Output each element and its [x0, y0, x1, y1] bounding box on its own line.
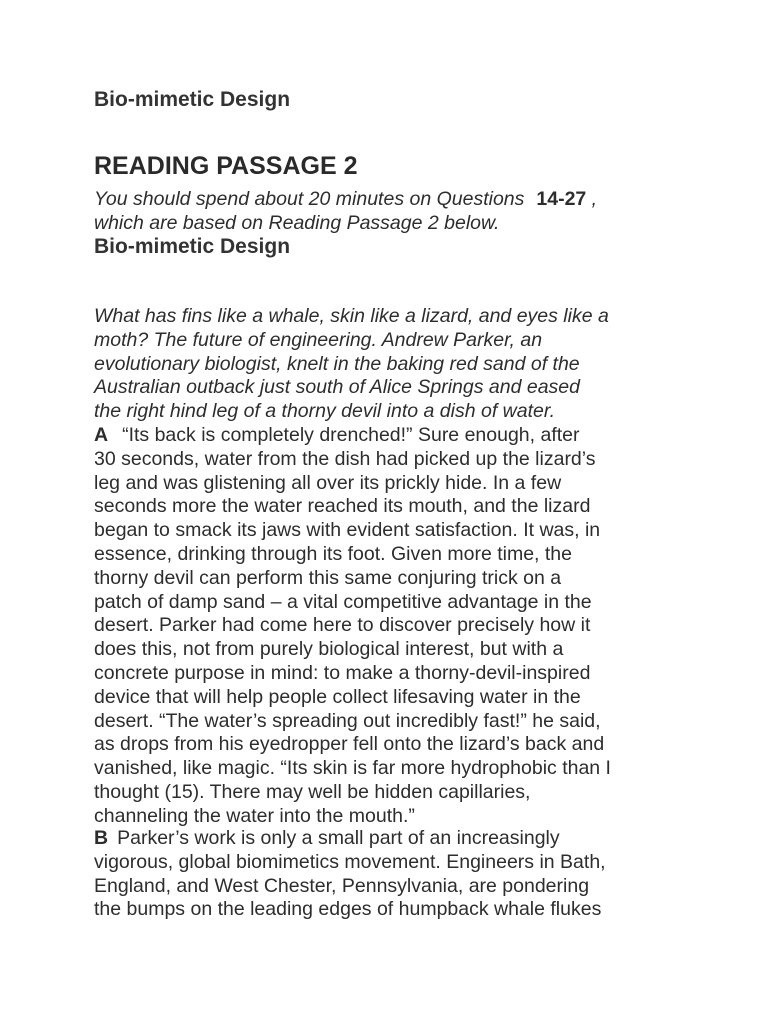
intro-line: evolutionary biologist, knelt in the baking red sand of the — [94, 352, 580, 375]
paragraph-a-line-text: “Its back is completely drenched!” Sure enough, after — [122, 424, 580, 446]
paragraph-a-line: vanished, like magic. “Its skin is far more hydrophobic than I — [94, 757, 611, 780]
instructions — [94, 187, 684, 235]
question-range: 14-27 — [536, 188, 587, 210]
intro-line: Australian outback just south of Alice Springs and eased — [94, 376, 580, 399]
paragraph-a-line: leg and was glistening all over its prickly hide. In a few — [94, 471, 562, 494]
instructions-comma: , — [586, 188, 598, 210]
intro-paragraph — [94, 305, 684, 424]
passage-heading: READING PASSAGE 2 — [94, 152, 358, 180]
paragraph-a-line: desert. Parker had come here to discover precisely how it — [94, 614, 591, 637]
paragraph-a-line: device that will help people collect lifesaving water in the — [94, 685, 581, 708]
intro-line: moth? The future of engineering. Andrew Parker, an — [94, 328, 543, 351]
instructions-text: You should spend about 20 minutes on Questions — [94, 188, 525, 210]
paragraph-b — [94, 827, 684, 922]
paragraph-a-line: desert. “The water’s spreading out incredibly fast!” he said, — [94, 709, 601, 732]
paragraph-b-line: the bumps on the leading edges of humpback whale flukes — [94, 898, 602, 921]
paragraph-letter: B — [94, 827, 109, 849]
passage-title: Bio-mimetic Design — [94, 235, 291, 258]
instructions-line-2: which are based on Reading Passage 2 below. — [94, 212, 500, 234]
paragraph-letter: A — [94, 424, 109, 446]
paragraph-a-line: channeling the water into the mouth.” — [94, 804, 415, 827]
paragraph-a-line — [94, 424, 684, 448]
intro-line: the right hind leg of a thorny devil into a dish of water. — [94, 400, 556, 423]
paragraph-b-line — [94, 827, 684, 851]
paragraph-a-line: does this, not from purely biological interest, but with a — [94, 638, 564, 661]
intro-line: What has fins like a whale, skin like a lizard, and eyes like a — [94, 305, 609, 327]
instructions-line-1 — [94, 187, 684, 211]
paragraph-a-line: essence, drinking through its foot. Given more time, the — [94, 542, 572, 565]
paragraph-a — [94, 424, 684, 829]
paragraph-a-line: concrete purpose in mind: to make a thorny-devil-inspired — [94, 661, 591, 684]
paragraph-a-line: as drops from his eyedropper fell onto the lizard’s back and — [94, 733, 605, 756]
paragraph-b-line: England, and West Chester, Pennsylvania, are pondering — [94, 874, 590, 897]
paragraph-b-line-text: Parker’s work is only a small part of an increasingly — [117, 827, 560, 849]
paragraph-a-line: seconds more the water reached its mouth, and the lizard — [94, 495, 591, 518]
document-title: Bio-mimetic Design — [94, 88, 291, 111]
paragraph-a-line: patch of damp sand – a vital competitive advantage in the — [94, 590, 592, 613]
paragraph-a-line: thought (15). There may well be hidden capillaries, — [94, 780, 531, 803]
paragraph-a-line: began to smack its jaws with evident satisfaction. It was, in — [94, 519, 601, 542]
paragraph-b-line: vigorous, global biomimetics movement. Engineers in Bath, — [94, 850, 606, 873]
paragraph-a-line: thorny devil can perform this same conjuring trick on a — [94, 566, 562, 589]
paragraph-a-line: 30 seconds, water from the dish had picked up the lizard’s — [94, 447, 596, 470]
